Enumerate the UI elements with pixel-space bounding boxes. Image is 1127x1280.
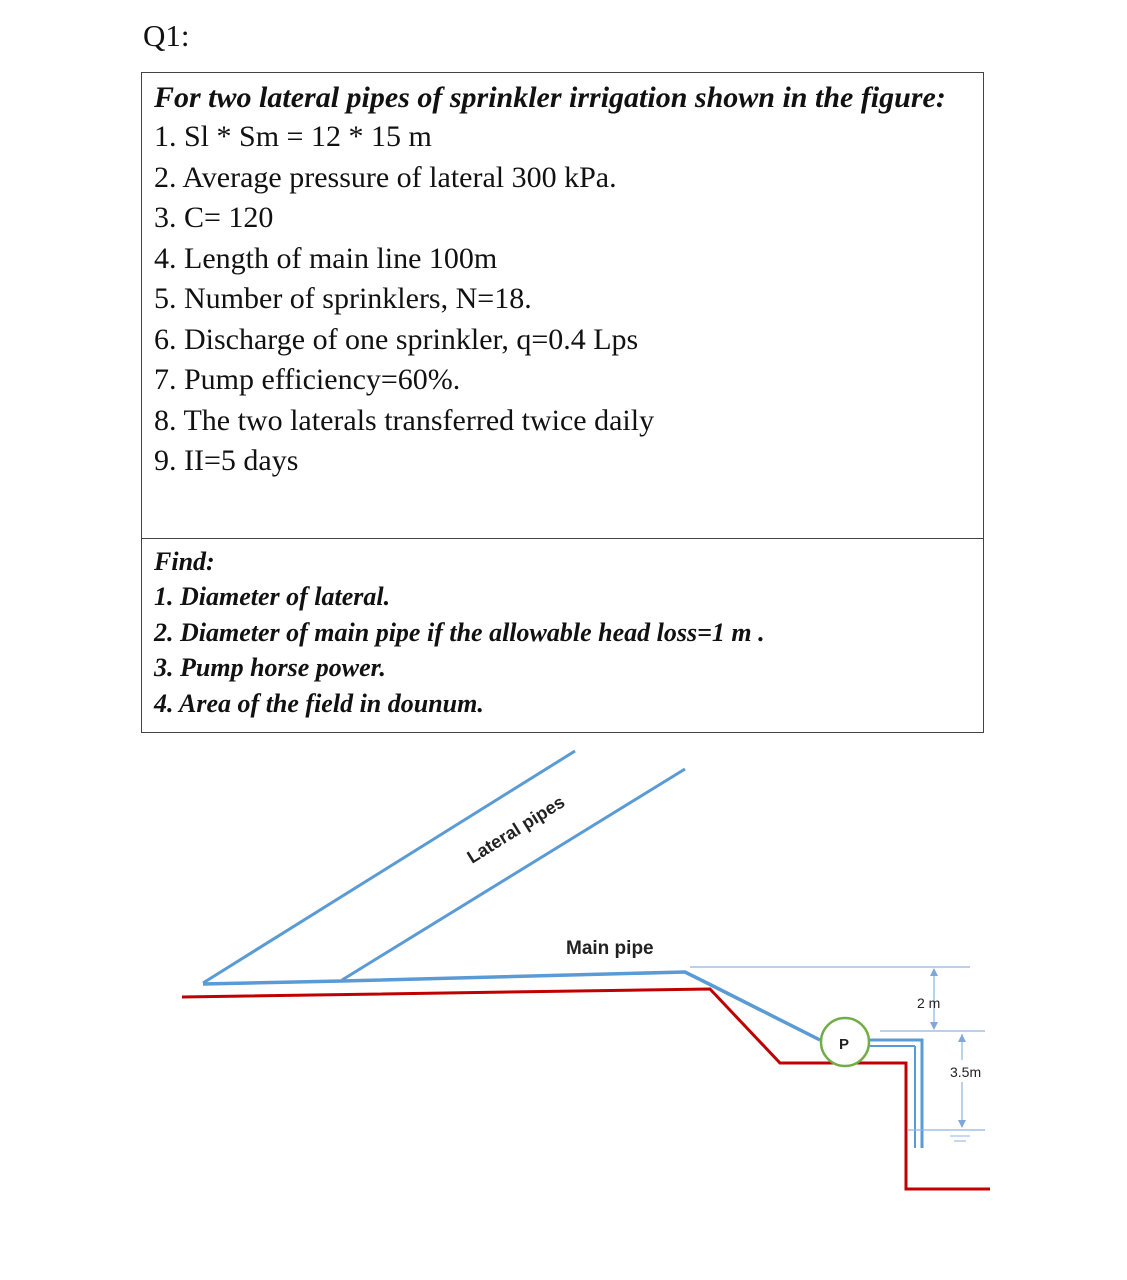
lateral-pipes-label: Lateral pipes (463, 791, 569, 868)
pump-outlet-pipe (866, 1040, 922, 1148)
ground-line (182, 989, 990, 1189)
dimension-arrow-down-2 (958, 1120, 966, 1128)
given-item: 6. Discharge of one sprinkler, q=0.4 Lps (154, 322, 639, 356)
given-item: 8. The two laterals transferred twice daily (154, 403, 655, 437)
question-label: Q1: (143, 18, 190, 53)
find-list (154, 579, 971, 721)
find-title: Find: (154, 547, 215, 576)
find-box (141, 538, 984, 733)
pump-label: P (839, 1036, 850, 1053)
given-item: 2. Average pressure of lateral 300 kPa. (154, 160, 617, 194)
given-intro: For two lateral pipes of sprinkler irrigation shown in the figure: (154, 81, 946, 114)
find-item: 2. Diameter of main pipe if the allowable head loss=1 m . (154, 617, 765, 647)
dimension-arrow-down (930, 1022, 938, 1030)
given-item: 1. Sl * Sm = 12 * 15 m (154, 120, 432, 153)
given-data-box (141, 72, 984, 539)
lateral-pipe-1 (203, 751, 575, 983)
irrigation-figure (0, 740, 1127, 1260)
dimension-label-3-5m: 3.5m (950, 1064, 982, 1080)
find-item: 3. Pump horse power. (154, 653, 386, 682)
given-item: 3. C= 120 (154, 201, 274, 234)
dimension-label-2m: 2 m (917, 995, 941, 1011)
dimension-arrow-up-2 (958, 1034, 966, 1042)
given-list (154, 117, 971, 482)
main-pipe-label: Main pipe (566, 938, 654, 959)
given-item: 9. II=5 days (154, 444, 299, 477)
dimension-arrow-up (930, 968, 938, 976)
given-item: 5. Number of sprinklers, N=18. (154, 282, 532, 315)
find-item: 1. Diameter of lateral. (154, 582, 391, 611)
given-item: 7. Pump efficiency=60%. (154, 363, 461, 396)
given-item: 4. Length of main line 100m (154, 241, 498, 275)
find-item: 4. Area of the field in dounum. (154, 688, 484, 718)
